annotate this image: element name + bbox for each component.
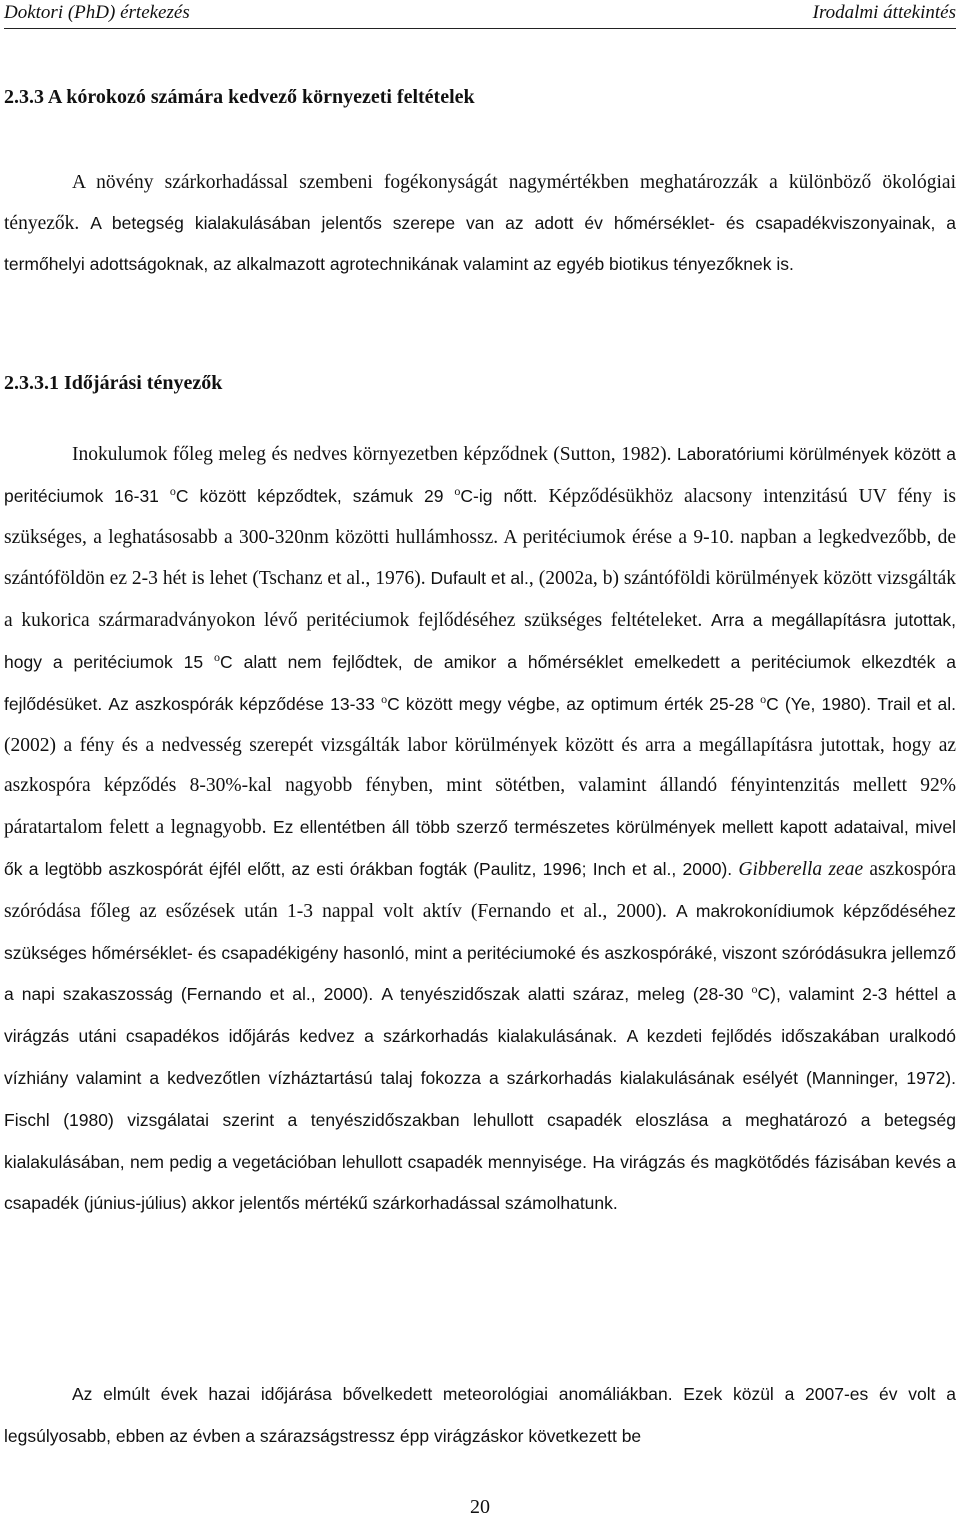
page-header bbox=[4, 0, 956, 29]
degree-sign: o bbox=[454, 483, 461, 498]
section-heading: 2.3.3 A kórokozó számára kedvező környezeti feltételek bbox=[4, 86, 475, 108]
degree-sign: o bbox=[169, 483, 176, 498]
section-sentence: A betegség kialakulásában jelentős szerepe van az adott év hőmérséklet- és csapadékviszonyainak, a termőhelyi adottságoknak, az alkalmazott agrotechnikának valamint az egyéb biotikus tényezőknek is. bbox=[4, 213, 956, 274]
sentence: C között képződtek, számuk 29 bbox=[175, 485, 444, 506]
species-name: Gibberella zeae bbox=[738, 858, 864, 880]
sentence: Ha virágzás és magkötődés fázisában kevés a csapadék (június-július) akkor jelentős mértékű szárkorhadással számolhatunk. bbox=[4, 1151, 957, 1214]
degree-sign: o bbox=[760, 691, 767, 706]
subsection-heading: 2.3.3.1 Időjárási tényezők bbox=[4, 372, 223, 394]
header-chapter: Irodalmi áttekintés bbox=[812, 2, 956, 23]
sentence: C-ig nőtt. bbox=[460, 485, 538, 506]
sentence: (2002) a fény és a nedvesség szerepét vizsgálták labor körülmények között és arra a megállapításra jutottak, hogy az aszkospóra képződés 8-30%-kal nagyobb fényben, mint sötétben, valamint állandó fényintenzitás mellett 92% páratartalom felett a legnagyobb. bbox=[4, 734, 956, 839]
subsection-paragraph bbox=[4, 434, 956, 1225]
subsection-paragraph-2 bbox=[4, 1374, 956, 1458]
sentence: Az aszkospórák képződése 13-33 bbox=[108, 693, 375, 714]
sentence: aszkospóra szóródása főleg az esőzések után 1-3 nappal volt aktív (Fernando et al., 2000). bbox=[4, 858, 957, 922]
sentence: Az elmúlt évek hazai időjárása bővelkedett meteorológiai anomáliákban. Ezek közül a 2007-es év volt a legsúlyosabb, ebben az évben a szárazságstressz épp virágzáskor következett be bbox=[4, 1384, 956, 1446]
sentence: Arra a megállapításra jutottak, hogy a peritéciumok 15 bbox=[4, 610, 956, 672]
sentence: Inokulumok főleg meleg és nedves környezetben képződnek (Sutton, 1982). bbox=[72, 444, 672, 465]
citation: Trail et al. bbox=[877, 693, 957, 714]
sentence: Laboratóriumi körülmények között a peritéciumok 16-31 bbox=[4, 444, 956, 506]
degree-sign: o bbox=[214, 649, 221, 664]
sentence: napban a legkedvezőbb, de szántóföldön ez 2-3 hét is lehet (Tschanz et al., 1976). bbox=[4, 526, 956, 590]
sentence: C alatt nem fejlődtek, de amikor a hőmérséklet emelkedett a peritéciumok elkezdték a fejlődésüket. bbox=[4, 651, 956, 714]
header-thesis-type: Doktori (PhD) értekezés bbox=[4, 2, 190, 23]
page-number: 20 bbox=[470, 1496, 490, 1518]
degree-sign: o bbox=[751, 982, 758, 997]
sentence: C között megy végbe, az optimum érték 25-28 bbox=[387, 693, 754, 714]
sentence: C (Ye, 1980). bbox=[766, 693, 872, 714]
sentence: C), valamint 2-3 héttel a virágzás utáni csapadékos időjárás kedvez a szárkorhadás kialakulásának. bbox=[4, 984, 957, 1047]
sentence: Ez ellentétben áll több szerző természetes körülmények mellett kapott adataival, mivel ők a legtöbb aszkospórát éjfél előtt, az esti órákban fogták (Paulitz, 1996; Inch et al., 2000). bbox=[4, 817, 957, 879]
sentence: , (2002a, b) szántóföldi körülmények között vizsgálták a kukorica szármaradványokon lévő peritéciumok fejlődéséhez szükséges feltételeket. bbox=[4, 568, 957, 632]
sentence: Fischl (1980) vizsgálatai szerint a tenyészidőszakban lehullott csapadék eloszlása a meghatározó a betegség kialakulásában, nem pedig a vegetációban lehullott csapadék mennyisége. bbox=[4, 1109, 956, 1172]
section-paragraph bbox=[4, 162, 956, 285]
sentence: A kezdeti fejlődés időszakában uralkodó vízhiány valamint a kedvezőtlen vízháztartású talaj fokozza a szárkorhadás kialakulásának esélyét (Manninger, 1972). bbox=[4, 1026, 956, 1088]
sentence: A tenyészidőszak alatti száraz, meleg (28-30 bbox=[381, 984, 744, 1005]
citation: Dufault et al. bbox=[430, 568, 529, 589]
degree-sign: o bbox=[381, 691, 388, 706]
sentence: Képződésükhöz alacsony intenzitású UV fény is szükséges, a leghatásosabb a 300-320nm közötti hullámhossz. A peritéciumok érése a 9-10. bbox=[4, 485, 957, 548]
sentence: A makrokonídiumok képződéséhez szükséges hőmérséklet- és csapadékigény hasonló, mint a peritéciumoké és aszkospóráké, viszont szóródásukra jellemző a napi szakaszosság (Fernando et al., 2000). bbox=[4, 900, 957, 1005]
section-sentence: A növény szárkorhadással szembeni fogékonyságát nagymértékben meghatározzák a különböző ökológiai tényezők. bbox=[4, 172, 956, 234]
